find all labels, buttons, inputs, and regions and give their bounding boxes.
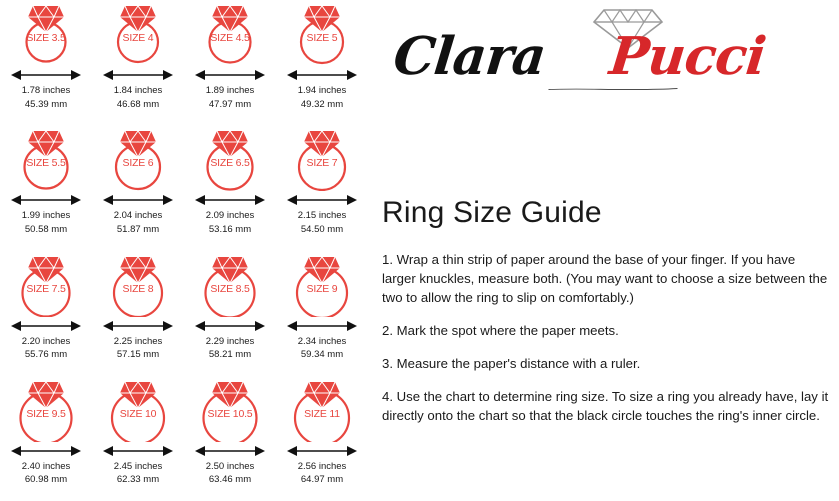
ring-cell: [184, 0, 276, 125]
ring-measure-inches: 2.04 inches: [113, 210, 163, 222]
measure-arrow: [191, 192, 269, 208]
ring-size-label: SIZE 10: [119, 407, 157, 420]
double-arrow-icon: [191, 443, 269, 459]
ring-illustration: [7, 127, 85, 191]
ring-measure-mm: 50.58 mm: [24, 223, 68, 235]
ring-illustration: [283, 378, 361, 442]
ring-illustration: [191, 127, 269, 191]
ring-chart-row: [0, 251, 368, 376]
ring-illustration: [283, 2, 361, 66]
ring-cell: [0, 251, 92, 376]
ring-size-label: SIZE 8: [122, 282, 154, 295]
double-arrow-icon: [191, 318, 269, 334]
measure-arrow: [99, 192, 177, 208]
ring-measure-inches: 1.99 inches: [21, 210, 71, 222]
measure-arrow: [99, 67, 177, 83]
double-arrow-icon: [7, 67, 85, 83]
double-arrow-icon: [99, 318, 177, 334]
ring-illustration: [7, 2, 85, 66]
ring-cell: [276, 0, 368, 125]
ring-cell: [0, 125, 92, 250]
ring-illustration: [99, 253, 177, 317]
ring-illustration: [191, 2, 269, 66]
double-arrow-icon: [283, 192, 361, 208]
ring-measure-mm: 47.97 mm: [208, 98, 252, 110]
double-arrow-icon: [191, 192, 269, 208]
ring-measure-inches: 2.45 inches: [113, 460, 163, 472]
ring-cell: [92, 0, 184, 125]
brand-name-second: Pucci: [606, 26, 769, 87]
measure-arrow: [191, 67, 269, 83]
ring-measure-inches: 1.89 inches: [205, 85, 255, 96]
ring-chart-row: [0, 376, 368, 501]
double-arrow-icon: [283, 443, 361, 459]
ring-illustration: [191, 253, 269, 317]
ring-cell: [92, 125, 184, 250]
ring-measure-mm: 59.34 mm: [300, 349, 344, 360]
measure-arrow: [7, 318, 85, 334]
double-arrow-icon: [7, 192, 85, 208]
double-arrow-icon: [99, 67, 177, 83]
ring-cell: [276, 376, 368, 501]
measure-arrow: [283, 443, 361, 459]
brand-name-first: Clara: [390, 26, 549, 87]
ring-measure-inches: 2.25 inches: [113, 335, 163, 347]
instruction-list: [382, 250, 832, 439]
ring-size-label: SIZE 6.5: [210, 157, 250, 170]
ring-size-label: SIZE 8.5: [210, 282, 250, 295]
ring-cell: [184, 376, 276, 501]
ring-size-label: SIZE 5.5: [26, 157, 66, 170]
measure-arrow: [283, 318, 361, 334]
measure-arrow: [191, 443, 269, 459]
instruction-step: 1. Wrap a thin strip of paper around the base of your finger. If you have larger knuckles, measure both. (You may want to choose a size between the two to allow the ring to slip on comfortably.): [382, 252, 828, 305]
double-arrow-icon: [283, 67, 361, 83]
ring-measure-inches: 2.50 inches: [205, 460, 255, 472]
measure-arrow: [99, 443, 177, 459]
ring-measure-mm: 46.68 mm: [116, 98, 160, 110]
ring-chart-row: [0, 0, 368, 125]
ring-cell: [92, 376, 184, 501]
ring-size-chart: [0, 0, 368, 501]
ring-measure-mm: 54.50 mm: [300, 223, 344, 235]
double-arrow-icon: [99, 443, 177, 459]
instruction-step: 4. Use the chart to determine ring size. To size a ring you already have, lay it directly onto the chart so that the black circle touches the ring's inner circle.: [382, 389, 829, 423]
ring-size-label: SIZE 4: [122, 32, 154, 44]
ring-chart-row: [0, 125, 368, 250]
ring-illustration: [7, 253, 85, 317]
instruction-step: 2. Mark the spot where the paper meets.: [382, 323, 619, 338]
ring-size-label: SIZE 11: [304, 407, 340, 420]
ring-measure-mm: 57.15 mm: [116, 349, 160, 360]
double-arrow-icon: [7, 318, 85, 334]
ring-measure-mm: 55.76 mm: [24, 349, 68, 360]
instruction-step: 3. Measure the paper's distance with a ruler.: [382, 356, 641, 371]
ring-size-label: SIZE 6: [122, 157, 154, 170]
ring-cell: [92, 251, 184, 376]
ring-size-label: SIZE 10.5: [207, 407, 253, 420]
ring-measure-mm: 53.16 mm: [208, 223, 252, 235]
ring-size-label: SIZE 7.5: [26, 282, 66, 295]
ring-measure-mm: 60.98 mm: [24, 474, 68, 486]
double-arrow-icon: [191, 67, 269, 83]
measure-arrow: [7, 67, 85, 83]
ring-measure-mm: 49.32 mm: [300, 98, 344, 110]
ring-measure-inches: 2.15 inches: [297, 210, 347, 222]
ring-measure-inches: 2.20 inches: [21, 335, 71, 347]
brand-logo: [382, 4, 834, 104]
ring-measure-mm: 45.39 mm: [24, 98, 68, 110]
ring-measure-mm: 58.21 mm: [208, 349, 252, 360]
ring-illustration: [283, 253, 361, 317]
ring-measure-inches: 2.56 inches: [297, 460, 347, 472]
ring-measure-inches: 1.78 inches: [21, 85, 71, 96]
ring-size-label: SIZE 5: [306, 32, 338, 44]
ring-measure-mm: 64.97 mm: [300, 474, 344, 486]
ring-cell: [0, 376, 92, 501]
measure-arrow: [283, 67, 361, 83]
ring-illustration: [283, 127, 361, 191]
measure-arrow: [191, 318, 269, 334]
ring-measure-inches: 1.84 inches: [113, 85, 163, 96]
ring-cell: [276, 125, 368, 250]
ring-cell: [184, 251, 276, 376]
ring-cell: [184, 125, 276, 250]
measure-arrow: [283, 192, 361, 208]
measure-arrow: [7, 443, 85, 459]
ring-size-label: SIZE 7: [306, 157, 338, 170]
guide-panel: [372, 0, 839, 501]
measure-arrow: [99, 318, 177, 334]
measure-arrow: [7, 192, 85, 208]
ring-illustration: [99, 378, 177, 442]
ring-measure-inches: 2.34 inches: [297, 335, 347, 347]
ring-size-label: SIZE 3.5: [26, 32, 66, 44]
ring-cell: [276, 251, 368, 376]
double-arrow-icon: [283, 318, 361, 334]
ring-measure-mm: 63.46 mm: [208, 474, 252, 486]
double-arrow-icon: [7, 443, 85, 459]
ring-measure-mm: 51.87 mm: [116, 223, 160, 235]
ring-measure-mm: 62.33 mm: [116, 474, 160, 486]
ring-cell: [0, 0, 92, 125]
ring-measure-inches: 2.40 inches: [21, 460, 71, 472]
ring-size-label: SIZE 9: [306, 282, 338, 295]
ring-illustration: [7, 378, 85, 442]
ring-measure-inches: 2.09 inches: [205, 210, 255, 222]
logo-underline: [398, 88, 828, 91]
ring-measure-inches: 2.29 inches: [205, 335, 255, 347]
double-arrow-icon: [99, 192, 177, 208]
ring-size-label: SIZE 9.5: [26, 407, 66, 420]
page-title: Ring Size Guide: [382, 196, 602, 229]
ring-illustration: [191, 378, 269, 442]
ring-illustration: [99, 127, 177, 191]
ring-size-label: SIZE 4.5: [210, 32, 250, 44]
ring-measure-inches: 1.94 inches: [297, 85, 347, 96]
ring-illustration: [99, 2, 177, 66]
